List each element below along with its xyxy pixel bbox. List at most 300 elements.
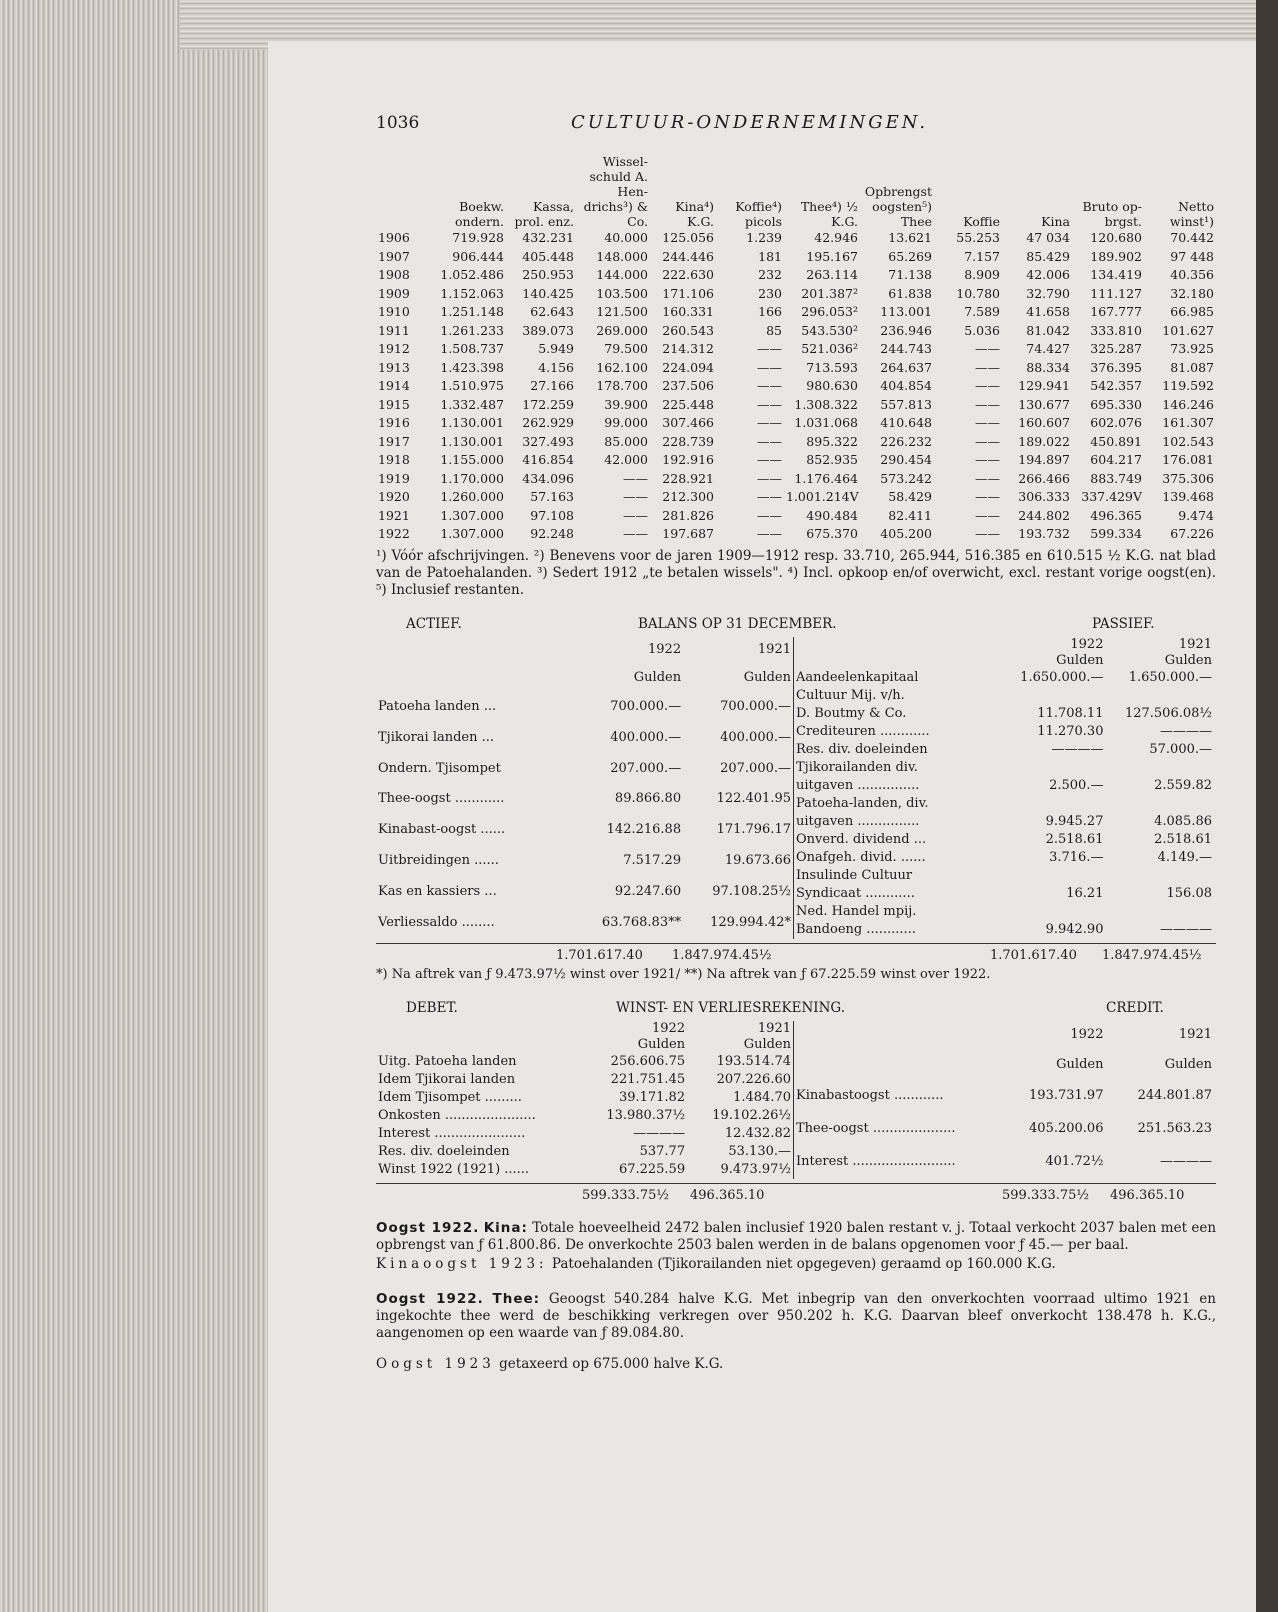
para-subject: Thee: [492,1290,541,1307]
table-cell: 71.138 [888,267,932,282]
table-cell: 85.000 [604,433,648,449]
table-cell: —— [623,507,648,523]
table-cell: 32.790 [1026,285,1070,301]
col-header-kassa: Kassa, prol. enz. [514,199,574,229]
table-cell: 263.114 [806,267,858,282]
ledger-amount: 19.673.66 [724,853,791,869]
paragraph-kina-1922 [376,1220,1216,1254]
credit-rows [794,1079,1214,1178]
table-cell: 337.429V [1081,489,1142,504]
table-cell: 7.157 [964,248,1000,264]
table-cell: 176.081 [1162,452,1214,467]
passief-row [794,867,1214,885]
table-cell: 883.749 [1090,470,1142,486]
table-cell: —— [757,489,782,504]
table-cell: 121.500 [596,304,648,319]
table-cell: 8.909 [964,267,1000,282]
table-cell: 675.370 [806,526,858,541]
ledger-label: Verliessaldo ........ [378,915,495,931]
ledger-amount [1001,759,1105,777]
table-cell: 695.330 [1090,396,1142,412]
table-cell: —— [757,507,782,523]
table-cell: 189.022 [1018,433,1070,449]
col-header-kina: Kina⁴) K.G. [675,199,714,229]
ledger-label: Bandoeng ............ [796,921,916,937]
year-cell: 1914 [378,378,410,393]
ledger-amount [1105,867,1214,885]
table-cell: 4.156 [538,359,574,375]
balance-total-passief-1921: 1.847.974.45½ [1102,947,1202,963]
table-cell: 40.356 [1170,267,1214,282]
col-year-1921: 1921 [757,642,791,658]
table-cell: —— [757,359,782,375]
yearly-results-body [376,229,1216,544]
table-cell: 307.466 [662,415,714,430]
table-cell: 260.543 [662,322,714,338]
table-cell: 120.680 [1090,230,1142,245]
ledger-label: Idem Tjisompet ......... [378,1089,522,1105]
ledger-label: Onverd. dividend ... [796,831,927,847]
table-cell: 376.395 [1090,359,1142,375]
ledger-amount: 2.559.82 [1154,777,1212,793]
ledger-amount: 67.225.59 [618,1161,686,1177]
table-cell: 325.287 [1090,341,1142,356]
table-row [376,470,1216,489]
col-header-opbrengst-thee: Opbrengst oogsten⁵) Thee [864,184,932,229]
table-cell: 111.127 [1090,285,1142,301]
pl-total-debet-1921: 496.365.10 [690,1187,765,1203]
table-cell: 434.096 [522,470,574,486]
ledger-amount: 256.606.75 [610,1053,686,1069]
ledger-amount: 127.506.08½ [1124,705,1212,721]
year-cell: 1921 [378,507,410,523]
ledger-amount: 142.216.88 [606,822,682,838]
table-cell: 1.423.398 [440,359,504,375]
table-cell: 47 034 [1026,230,1070,245]
col-year-1922: 1922 [652,1020,686,1036]
year-cell: 1906 [378,230,410,245]
debet-row [376,1071,794,1089]
table-cell: 237.506 [662,378,714,393]
table-cell: 228.921 [662,470,714,486]
table-cell: 450.891 [1090,433,1142,449]
col-header-wisselschuld: Wissel-schuld A. Hen-drichs³) & Co. [583,154,648,229]
table-cell: 85 [766,322,782,338]
table-row [376,229,1216,248]
pl-credit-units [794,1050,1214,1079]
table-cell: —— [975,415,1000,430]
ledger-label: Kinabastoogst ............ [796,1087,944,1103]
passief-row [794,705,1214,723]
ledger-amount: 2.518.61 [1154,831,1212,847]
passief-row [794,759,1214,777]
table-cell: 250.953 [522,267,574,282]
ledger-amount: 129.994.42* [710,915,791,931]
balance-total-passief-1922: 1.701.617.40 [990,947,1077,963]
col-unit: Gulden [637,1036,686,1052]
balance-right-title: PASSIEF. [1092,615,1155,632]
col-year-1922: 1922 [648,642,682,658]
year-cell: 1910 [378,304,410,319]
table-cell: 296.053² [801,304,858,319]
table-row [376,377,1216,396]
ledger-amount: 1.650.000.— [1128,669,1212,685]
table-cell: 266.466 [1018,470,1070,486]
para-spaced-lead: Oogst 1923 [376,1355,495,1372]
passief-row [794,723,1214,741]
pl-debet-units [376,1037,794,1053]
running-header [376,110,1216,154]
book-page-edges [0,0,275,1612]
ledger-label: D. Boutmy & Co. [796,705,907,721]
passief-row [794,831,1214,849]
ledger-amount [1001,687,1105,705]
table-row [376,248,1216,267]
ledger-label: Onkosten ...................... [378,1107,536,1123]
table-cell: 81.042 [1026,322,1070,338]
ledger-amount: 405.200.06 [1029,1120,1104,1136]
table-cell: 599.334 [1090,526,1142,541]
year-cell: 1919 [378,470,410,486]
table-cell: 405.200 [880,526,932,541]
table-row [376,433,1216,452]
table-cell: 713.593 [806,359,858,375]
table-cell: —— [757,341,782,356]
table-row [376,525,1216,544]
col-header-opbrengst-koffie: Koffie [963,214,1000,229]
table-cell: 10.780 [956,285,1000,301]
ledger-label: Uitbreidingen ...... [378,853,499,869]
table-cell: —— [975,526,1000,541]
table-cell: 189.902 [1090,248,1142,264]
table-cell: 181 [758,248,782,264]
balance-left-title: ACTIEF. [406,615,462,632]
table-cell: 57.163 [530,489,574,504]
table-cell: 1.001.214V [786,489,859,504]
table-cell: 171.106 [662,285,714,301]
table-cell: 162.100 [596,359,648,375]
table-cell: 906.444 [452,248,504,264]
table-cell: 719.928 [452,230,504,245]
ledger-amount: 92.247.60 [614,884,682,900]
ledger-label: Syndicaat ............ [796,885,915,901]
table-cell: 42.000 [604,452,648,467]
table-cell: 42.946 [814,230,858,245]
table-cell: 194.897 [1018,452,1070,467]
table-cell: 269.000 [596,322,648,338]
pl-totals [376,1183,1216,1206]
table-cell: 97.108 [530,507,574,523]
table-cell: 232 [758,267,782,282]
para-lead: Oogst 1922. [376,1290,484,1307]
ledger-amount: 700.000.— [720,698,791,714]
ledger-amount: 537.77 [639,1143,686,1159]
ledger-label: Res. div. doeleinden [796,741,928,757]
ledger-label: Aandeelenkapitaal [796,669,919,685]
table-cell: 79.500 [604,341,648,356]
table-cell: 602.076 [1090,415,1142,430]
ledger-amount: 9.945.27 [1045,813,1104,829]
book-page [268,42,1256,1612]
table-cell: 1.052.486 [440,267,504,282]
ledger-amount [1001,903,1105,921]
table-cell: 327.493 [522,433,574,449]
pl-debet-years [376,1021,794,1037]
table-cell: 5.949 [538,341,574,356]
col-unit: Gulden [743,669,791,685]
ledger-amount [1001,867,1105,885]
table-row [376,488,1216,507]
year-cell: 1911 [378,322,410,338]
balance-passief [794,637,1214,939]
pl-total-debet-1922: 599.333.75½ [582,1187,670,1203]
pl-right-title: CREDIT. [1106,999,1164,1016]
table-cell: 88.334 [1026,359,1070,375]
actief-row [376,815,794,846]
ledger-amount: 12.432.82 [724,1125,791,1141]
ledger-label: uitgaven ............... [796,777,920,793]
profit-loss-account [376,1021,1216,1179]
pl-credit-years [794,1021,1214,1050]
balance-center-title: BALANS OP 31 DECEMBER. [638,615,837,632]
table-cell: 230 [758,285,782,301]
debet-row [376,1053,794,1071]
ledger-amount: ———— [1160,1153,1212,1169]
table-cell: 102.543 [1162,433,1214,449]
table-cell: —— [623,489,648,504]
table-cell: 193.732 [1018,526,1070,541]
table-cell: 103.500 [596,285,648,301]
ledger-label: Patoeha-landen, div. [796,795,929,811]
table-cell: 139.468 [1162,489,1214,504]
table-row [376,451,1216,470]
ledger-amount: 97.108.25½ [712,884,791,900]
ledger-amount: 244.801.87 [1137,1087,1212,1103]
table-cell: 228.739 [662,433,714,449]
ledger-amount: 57.000.— [1149,741,1212,757]
table-cell: 140.425 [522,285,574,301]
para-body: Totale hoeveelheid 2472 balen inclusief 1920 balen restant v. j. Totaal verkocht 2037 balen met een opbrengst van ƒ 61.800.86. De onverkochte 2503 balen werden in de balans opgenomen voor ƒ 45.— per baal. [376,1219,1217,1253]
table-cell: —— [975,470,1000,486]
pl-total-credit-1922: 599.333.75½ [1002,1187,1090,1203]
ledger-label: Thee-oogst ............ [378,791,505,807]
ledger-label: Onafgeh. divid. ...... [796,849,926,865]
table-cell: 195.167 [806,248,858,264]
passief-row [794,741,1214,759]
table-cell: 67.226 [1170,526,1214,541]
table-cell: 55.253 [956,230,1000,245]
passief-row [794,885,1214,903]
table-cell: 1.510.975 [440,378,504,393]
ledger-amount: 171.796.17 [716,822,791,838]
table-cell: 166 [758,304,782,319]
table-cell: 97 448 [1170,248,1214,264]
table-cell: 1.176.464 [794,470,858,486]
table-cell: 224.094 [662,359,714,375]
year-cell: 1909 [378,285,410,301]
table-cell: 281.826 [662,507,714,523]
table-cell: 146.246 [1162,396,1214,412]
col-unit: Gulden [1164,652,1212,668]
table-cell: 167.777 [1090,304,1142,319]
table-cell: 410.648 [880,415,932,430]
ledger-amount: 11.708.11 [1037,705,1104,721]
ledger-amount: ———— [633,1125,686,1141]
table-cell: 40.000 [604,230,648,245]
col-unit: Gulden [633,669,682,685]
table-cell: 101.627 [1162,322,1214,338]
table-cell: 262.929 [522,415,574,430]
year-cell: 1917 [378,433,410,449]
paragraph-kina-1923 [376,1256,1216,1273]
table-cell: 201.387² [801,285,858,301]
table-cell: 290.454 [880,452,932,467]
table-cell: —— [757,526,782,541]
ledger-label: Ned. Handel mpij. [796,903,917,919]
balance-sheet [376,637,1216,939]
table-cell: —— [975,489,1000,504]
actief-row [376,908,794,939]
table-row [376,507,1216,526]
ledger-amount: 400.000.— [610,729,682,745]
year-cell: 1916 [378,415,410,430]
table-cell: 1.130.001 [440,415,504,430]
ledger-amount: 2.518.61 [1045,831,1104,847]
table-cell: 192.916 [662,452,714,467]
table-cell: 573.242 [880,470,932,486]
passief-row [794,921,1214,939]
paragraph-thee-1922 [376,1291,1216,1342]
table-cell: —— [975,341,1000,356]
year-cell: 1920 [378,489,410,504]
year-cell: 1922 [378,526,410,541]
table-cell: 178.700 [596,378,648,393]
table-cell: 39.900 [604,396,648,412]
passief-row [794,903,1214,921]
ledger-amount [1001,795,1105,813]
col-header-bruto: Bruto op-brgst. [1082,199,1142,229]
table-cell: 148.000 [596,248,648,264]
ledger-amount: 1.650.000.— [1020,669,1104,685]
ledger-label: Ondern. Tjisompet [378,760,501,776]
col-year-1921: 1921 [757,1020,791,1036]
table-cell: 1.251.148 [440,304,504,319]
table-cell: 125.056 [662,230,714,245]
page-number: 1036 [376,113,420,133]
table-cell: 895.322 [806,433,858,449]
actief-rows [376,691,794,938]
table-cell: 236.946 [880,322,932,338]
credit-row [794,1145,1214,1178]
table-cell: 1.239 [746,230,782,245]
table-cell: 161.307 [1162,415,1214,430]
passief-rows [794,669,1214,939]
ledger-amount: 122.401.95 [716,791,791,807]
ledger-label: Tjikorai landen ... [378,729,495,745]
table-row [376,396,1216,415]
col-header-netto: Netto winst¹) [1169,199,1214,229]
year-cell: 1913 [378,359,410,375]
table-cell: 13.621 [888,230,932,245]
ledger-amount: ———— [1160,921,1212,937]
ledger-amount [1105,903,1214,921]
table-cell: —— [975,378,1000,393]
col-header-koffie: Koffie⁴) picols [735,199,782,229]
table-row [376,359,1216,378]
credit-row [794,1112,1214,1145]
table-cell: 226.232 [880,433,932,449]
table-row [376,322,1216,341]
table-cell: 82.411 [888,507,932,523]
page-content [376,110,1216,1373]
table-cell: —— [975,452,1000,467]
ledger-amount: 4.085.86 [1154,813,1212,829]
table-cell: 130.677 [1018,396,1070,412]
col-header-year [376,154,422,229]
ledger-amount: 53.130.— [728,1143,791,1159]
table-cell: 852.935 [806,452,858,467]
ledger-amount: 700.000.— [610,698,682,714]
debet-row [376,1125,794,1143]
col-unit: Gulden [1164,1056,1212,1072]
debet-row [376,1143,794,1161]
pl-heading [376,999,1216,1021]
ledger-label: Insulinde Cultuur [796,867,913,883]
table-cell: —— [975,396,1000,412]
ledger-amount: 7.517.29 [623,853,682,869]
table-header-row [376,154,1216,229]
table-row [376,285,1216,304]
ledger-amount: ———— [1160,723,1212,739]
debet-rows [376,1053,794,1179]
ledger-amount: 221.751.45 [610,1071,686,1087]
table-cell: 129.941 [1018,378,1070,393]
year-cell: 1918 [378,452,410,467]
table-cell: 557.813 [880,396,932,412]
table-cell: 1.307.000 [440,507,504,523]
passief-row [794,795,1214,813]
table-cell: 521.036² [801,341,858,356]
balance-actief-units [376,664,794,691]
ledger-amount: 16.21 [1066,885,1104,901]
table-cell: 42.006 [1026,267,1070,282]
table-cell: 73.925 [1170,341,1214,356]
table-cell: 306.333 [1018,489,1070,504]
table-footnotes: ¹) Vóór afschrijvingen. ²) Benevens voor de jaren 1909—1912 resp. 33.710, 265.944, 516.385 en 610.515 ½ K.G. nat blad van de Patoehalanden. ³) Sedert 1912 „te betalen wissels". ⁴) Incl. opkoop en/of overwicht, excl. restant vorige oogst(en). ⁵) Inclusief restanten. [376,547,1216,598]
ledger-amount: 9.473.97½ [720,1161,791,1177]
table-cell: 197.687 [662,526,714,541]
table-cell: 74.427 [1026,341,1070,356]
table-cell: 1.261.233 [440,322,504,338]
col-header-opbrengst-kina: Kina [1041,214,1070,229]
table-cell: 70.442 [1170,230,1214,245]
table-cell: 9.474 [1178,507,1214,523]
ledger-amount [1105,687,1214,705]
debet-row [376,1089,794,1107]
table-cell: 1.308.322 [794,396,858,412]
ledger-amount: 4.149.— [1157,849,1212,865]
actief-row [376,784,794,815]
ledger-amount: ———— [1051,741,1104,757]
table-row [376,303,1216,322]
table-row [376,266,1216,285]
col-unit: Gulden [1056,1056,1104,1072]
table-cell: 244.743 [880,341,932,356]
table-cell: 1.332.487 [440,396,504,412]
col-year-1922: 1922 [1070,636,1104,652]
table-cell: —— [975,507,1000,523]
para-lead: Oogst 1922. [376,1219,480,1236]
